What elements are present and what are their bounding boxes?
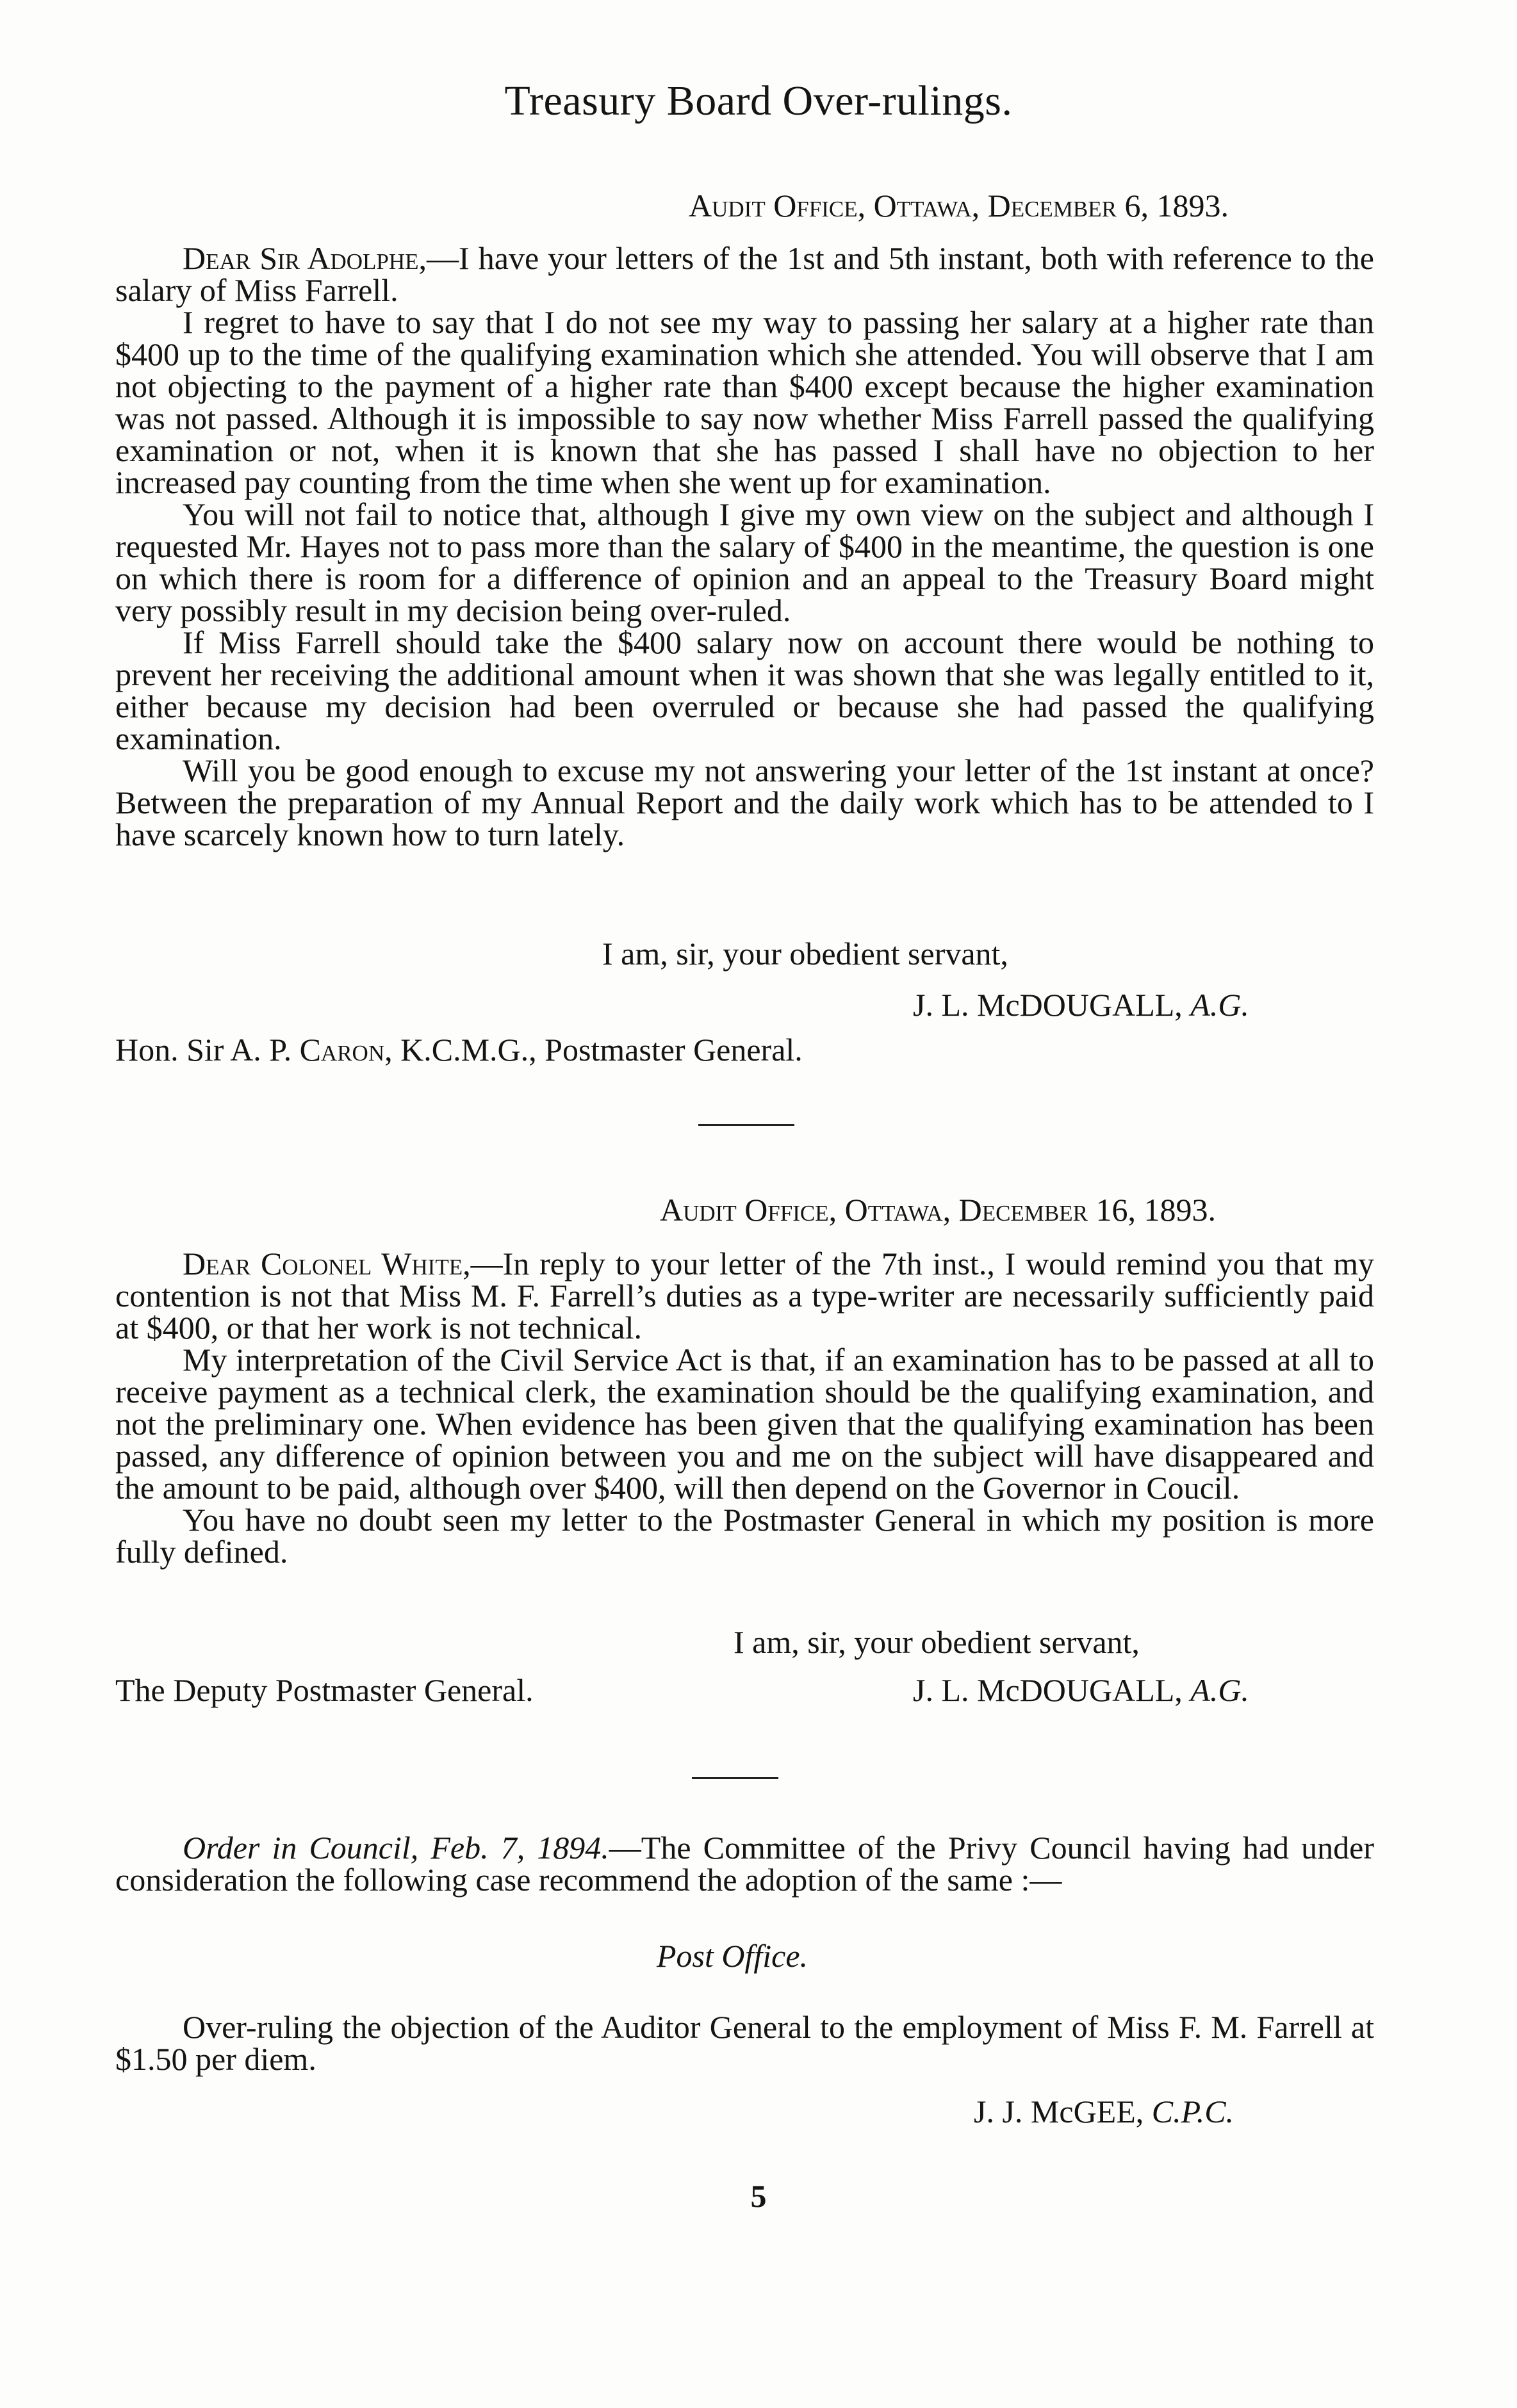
page-number: 5 <box>750 2178 767 2214</box>
letter1-signature-name: J. L. McDOUGALL, <box>913 987 1183 1023</box>
letter1-closing: I am, sir, your obedient servant, <box>602 936 1008 972</box>
letter2-paragraph-1 <box>115 1248 1374 1344</box>
letter1-signature-title: A.G. <box>1190 987 1249 1023</box>
letter1-salutation: Dear Sir Adolphe, <box>183 240 427 276</box>
letter2-salutation: Dear Colonel White, <box>183 1246 471 1281</box>
letter2-signature-title: A.G. <box>1190 1672 1249 1708</box>
order-text: —The Committee of the Privy Council having had under consideration the following case recommend the adoption of the same :— <box>115 1830 1374 1898</box>
letter2-signature-name: J. L. McDOUGALL, <box>913 1672 1183 1708</box>
letter1-para1-text: —I have your letters of the 1st and 5th instant, both with reference to the salary of Miss Farrell. <box>115 240 1374 308</box>
letter1-paragraph-4: If Miss Farrell should take the $400 salary now on account there would be nothing to prevent her receiving the additional amount when it was shown that she was legally entitled to it, either because my decision had been overruled or because she had passed the qualifying examination. <box>115 624 1374 756</box>
page-title: Treasury Board Over-rulings. <box>504 77 1013 124</box>
letter1-paragraph-2: I regret to have to say that I do not see my way to passing her salary at a higher rate than $400 up to the time of the qualifying examination which she attended. You will observe that I am not objecting to the payment of a higher rate than $400 except because the higher examination was not passed. Although it is impossible to say now whether Miss Farrell passed the qualifying examination or not, when it is known that she has passed I shall have no objection to her increased pay counting from the time when she went up for examination. <box>115 304 1374 500</box>
order-body <box>115 2011 1374 2075</box>
order-in-council <box>115 1832 1374 1896</box>
letter2-body <box>115 1248 1374 1568</box>
letter2-closing: I am, sir, your obedient servant, <box>734 1624 1140 1660</box>
order-heading: Order in Council, Feb. 7, 1894. <box>183 1830 609 1866</box>
letter1-addressee-prefix: Hon. Sir A. P. <box>115 1032 292 1068</box>
section-divider <box>692 1777 778 1779</box>
letter1-paragraph-5: Will you be good enough to excuse my not answering your letter of the 1st instant at once? Between the preparation of my Annual Report and the daily work which has to be attended to I have scarcely known how to turn lately. <box>115 752 1374 852</box>
letter1-addressee <box>115 1031 803 1068</box>
letter1-paragraph-1 <box>115 242 1374 306</box>
section-divider <box>698 1124 794 1126</box>
letter1-addressee-name: Caron <box>299 1032 385 1068</box>
letter1-body <box>115 242 1374 850</box>
order-body-paragraph: Over-ruling the objection of the Auditor General to the employment of Miss F. M. Farrell at $1.50 per diem. <box>115 2009 1374 2077</box>
order-signature-title: C.P.C. <box>1151 2094 1234 2129</box>
letter1-paragraph-3: You will not fail to notice that, although I give my own view on the subject and although I requested Mr. Hayes not to pass more than the salary of $400 in the meantime, the question is one on which there is room for a difference of opinion and an appeal to the Treasury Board might very possibly result in my decision being over-ruled. <box>115 496 1374 628</box>
letter2-addressee: The Deputy Postmaster General. <box>115 1672 534 1708</box>
letter2-paragraph-2: My interpretation of the Civil Service Act is that, if an examination has to be passed at all to receive payment as a technical clerk, the examination should be the qualifying examination, and not the preliminary one. When evidence has been given that the qualifying examination has been passed, any difference of opinion between you and me on the subject will have disappeared and the amount to be paid, although over $400, will then depend on the Governor in Coucil. <box>115 1342 1374 1506</box>
letter1-addressee-suffix: , K.C.M.G., Postmaster General. <box>384 1032 803 1068</box>
order-paragraph <box>115 1832 1374 1896</box>
order-subheading: Post Office. <box>657 1938 808 1974</box>
letter2-dateline: Audit Office, Ottawa, December 16, 1893. <box>660 1192 1216 1228</box>
letter1-signature <box>913 986 1249 1023</box>
letter2-signature <box>913 1672 1249 1709</box>
letter2-para1-text: —In reply to your letter of the 7th inst., I would remind you that my contention is not that Miss M. F. Farrell’s duties as a type-writer are necessarily sufficiently paid at $400, or that her work is not technical. <box>115 1246 1374 1346</box>
order-signature <box>974 2093 1234 2130</box>
letter1-dateline: Audit Office, Ottawa, December 6, 1893. <box>689 188 1229 224</box>
order-signature-name: J. J. McGEE, <box>974 2094 1144 2129</box>
letter2-paragraph-3: You have no doubt seen my letter to the Postmaster General in which my position is more fully defined. <box>115 1502 1374 1570</box>
